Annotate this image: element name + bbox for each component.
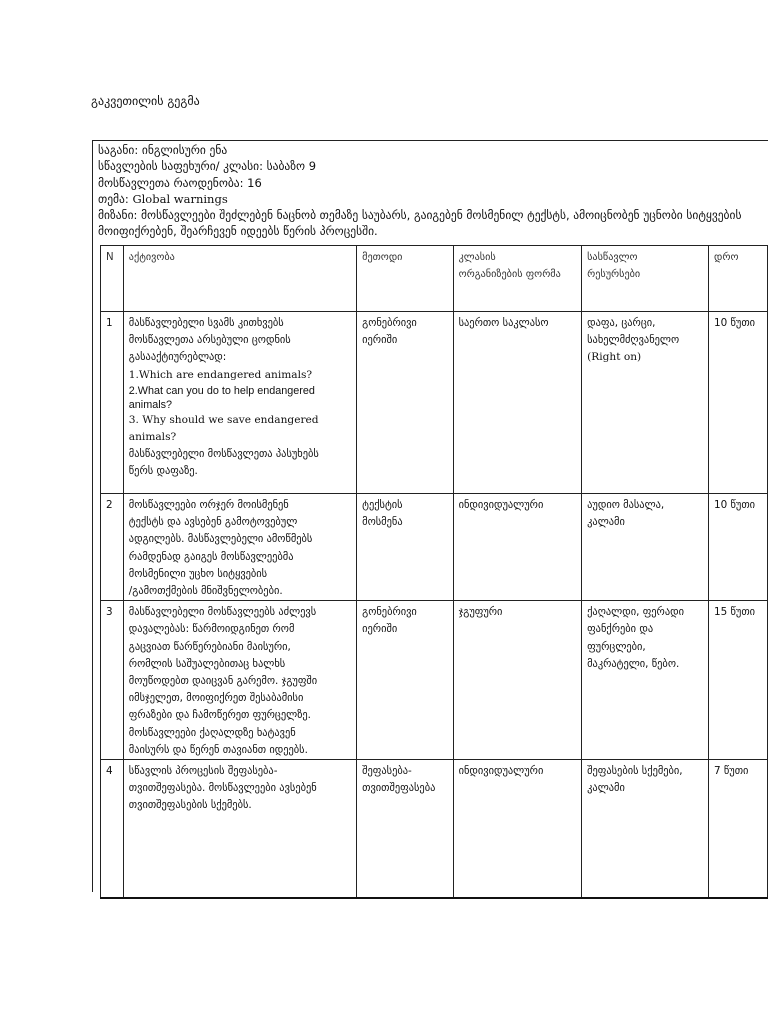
row-method: გონებრივი იერიში bbox=[357, 312, 453, 494]
row-number: 3 bbox=[101, 601, 124, 760]
row-organization: საერთო საკლასო bbox=[453, 312, 582, 494]
table-row bbox=[101, 760, 768, 898]
resources-text: დაფა, ცარცი, სახელმძღვანელო bbox=[587, 317, 680, 347]
row-activity bbox=[123, 312, 356, 494]
row-method: შეფასება- თვითშეფასება bbox=[357, 760, 453, 898]
row-number: 1 bbox=[101, 312, 124, 494]
row-activity: მოსწავლეები ორჯერ მოისმენენ ტექსტს და ავსებენ გამოტოვებულ ადგილებს. მასწავლებელი ამოწმებს რამდენად გაიგეს მოსწავლეებმა მოსმენილი უცხო სიტყვების /გამოთქმების მნიშვნელობები. bbox=[123, 494, 356, 601]
header-organization: კლასის ორგანიზების ფორმა bbox=[453, 246, 582, 312]
header-time: დრო bbox=[709, 246, 768, 312]
question-2: 2.What can you do to help endangered animals? bbox=[128, 384, 315, 411]
row-resources: აუდიო მასალა, კალამი bbox=[582, 494, 709, 601]
row-resources: შეფასების სქემები, კალამი bbox=[582, 760, 709, 898]
row-method: ტექსტის მოსმენა bbox=[357, 494, 453, 601]
topic-label: თემა: bbox=[98, 191, 133, 206]
row-activity: სწავლის პროცესის შეფასება- თვითშეფასება. მოსწავლეები ავსებენ თვითშეფასების სქემებს. bbox=[123, 760, 356, 898]
row-organization: ინდივიდუალური bbox=[453, 760, 582, 898]
activity-outro: მასწავლებელი მოსწავლეთა პასუხებს წერს დაფაზე. bbox=[128, 448, 319, 478]
row-number: 4 bbox=[101, 760, 124, 898]
row-resources bbox=[582, 312, 709, 494]
row-time: 10 წუთი bbox=[709, 494, 768, 601]
row-resources: ქაღალდი, ფერადი ფანქრები და ფურცლები, მაკრატელი, წებო. bbox=[582, 601, 709, 760]
row-number: 2 bbox=[101, 494, 124, 601]
row-organization: ჯგუფური bbox=[453, 601, 582, 760]
row-organization: ინდივიდუალური bbox=[453, 494, 582, 601]
level-line: სწავლების საფეხური/ კლასი: საბაზო 9 bbox=[98, 159, 317, 174]
row-method: გონებრივი იერიში bbox=[357, 601, 453, 760]
topic-value: Global warnings bbox=[132, 191, 228, 206]
header-activity: აქტივობა bbox=[123, 246, 356, 312]
question-1: 1.Which are endangered animals? bbox=[128, 368, 313, 381]
table-row bbox=[101, 601, 768, 760]
activity-table bbox=[100, 245, 768, 899]
header-method: მეთოდი bbox=[357, 246, 453, 312]
table-row bbox=[101, 494, 768, 601]
resources-book: (Right on) bbox=[587, 351, 642, 364]
row-time: 10 წუთი bbox=[709, 312, 768, 494]
students-line: მოსწავლეთა რაოდენობა: 16 bbox=[98, 175, 262, 190]
row-time: 7 წუთი bbox=[709, 760, 768, 898]
subject-line: საგანი: ინგლისური ენა bbox=[98, 143, 228, 157]
activity-intro: მასწავლებელი სვამს კითხვებს მოსწავლეთა არსებული ცოდნის გასააქტიურებლად: bbox=[128, 317, 291, 364]
goal-line-2: მოიფიქრებენ, შეარჩევენ იდეებს წერის პროცესში. bbox=[98, 224, 378, 239]
table-row bbox=[101, 312, 768, 494]
topic-line bbox=[98, 191, 741, 207]
goal-line-1: მიზანი: მოსწავლეები შეძლებენ ნაცნობ თემაზე საუბარს, გაიგებენ მოსმენილ ტექსტს, ამოიცნობენ უცნობი სიტყვების bbox=[98, 208, 742, 223]
row-time: 15 წუთი bbox=[709, 601, 768, 760]
table-header-row bbox=[101, 246, 768, 312]
header-resources: სასწავლო რესურსები bbox=[582, 246, 709, 312]
question-3: 3. Why should we save endangered animals? bbox=[128, 413, 319, 444]
lesson-info bbox=[98, 142, 741, 240]
row-activity: მასწავლებელი მოსწავლეებს აძლევს დავალებას: წარმოიდგინეთ რომ გაცვიათ წარწერებიანი მაისური, რომლის საშუალებითაც ხალხს მოუწოდებთ დაიცვან გარემო. ჯგუფში იმსჯელეთ, მოიფიქრეთ შესაბამისი ფრაზები და ჩამოწერეთ ფურცელზე. მოსწავლეები ქაღალდზე ხატავენ მაისურს და წერენ თავიანთ იდეებს. bbox=[123, 601, 356, 760]
header-n: N bbox=[101, 246, 124, 312]
page-title: გაკვეთილის გეგმა bbox=[91, 94, 200, 108]
